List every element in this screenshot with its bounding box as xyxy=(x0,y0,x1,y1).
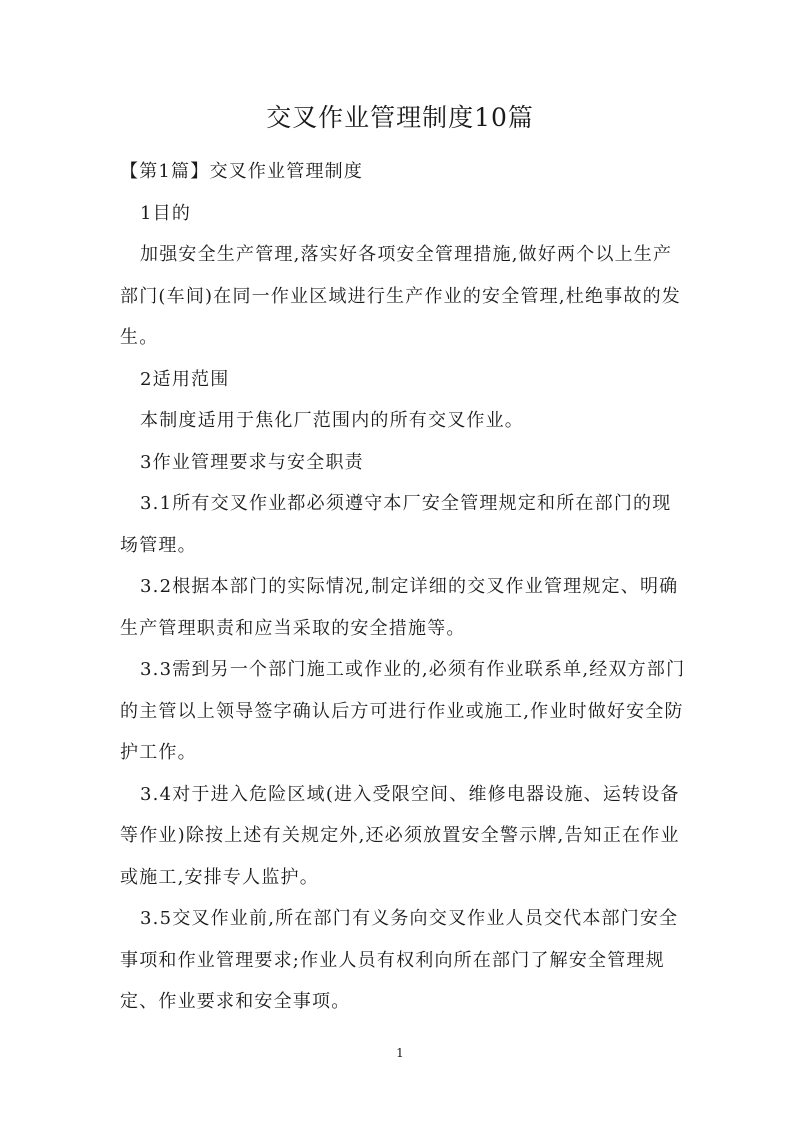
heading-purpose: 1目的 xyxy=(140,202,192,224)
paragraph-3-5: 3.5交叉作业前,所在部门有义务向交叉作业人员交代本部门安全事项和作业管理要求;作业人员有权利向所在部门了解安全管理规定、作业要求和安全事项。 xyxy=(120,908,679,1012)
paragraph-3-3: 3.3需到另一个部门施工或作业的,必须有作业联系单,经双方部门的主管以上领导签字确认后方可进行作业或施工,作业时做好安全防护工作。 xyxy=(120,659,686,763)
heading-requirements: 3作业管理要求与安全职责 xyxy=(140,451,364,473)
page-number: 1 xyxy=(396,1046,404,1060)
paragraph-3-1: 3.1所有交叉作业都必须遵守本厂安全管理规定和所在部门的现场管理。 xyxy=(120,493,672,556)
paragraph-3-2: 3.2根据本部门的实际情况,制定详细的交叉作业管理规定、明确生产管理职责和应当采取的安全措施等。 xyxy=(120,576,679,639)
section-heading: 【第1篇】交叉作业管理制度 xyxy=(120,161,364,182)
document-title: 交叉作业管理制度10篇 xyxy=(266,103,534,132)
paragraph-3-4: 3.4对于进入危险区域(进入受限空间、维修电器设施、运转设备等作业)除按上述有关规定外,还必须放置安全警示牌,告知正在作业或施工,安排专人监护。 xyxy=(120,783,680,888)
paragraph-purpose: 加强安全生产管理,落实好各项安全管理措施,做好两个以上生产部门(车间)在同一作业区域进行生产作业的安全管理,杜绝事故的发生。 xyxy=(120,244,681,348)
document-body xyxy=(120,151,690,1023)
heading-scope: 2适用范围 xyxy=(140,368,230,390)
paragraph-scope: 本制度适用于焦化厂范围内的所有交叉作业。 xyxy=(140,410,524,431)
